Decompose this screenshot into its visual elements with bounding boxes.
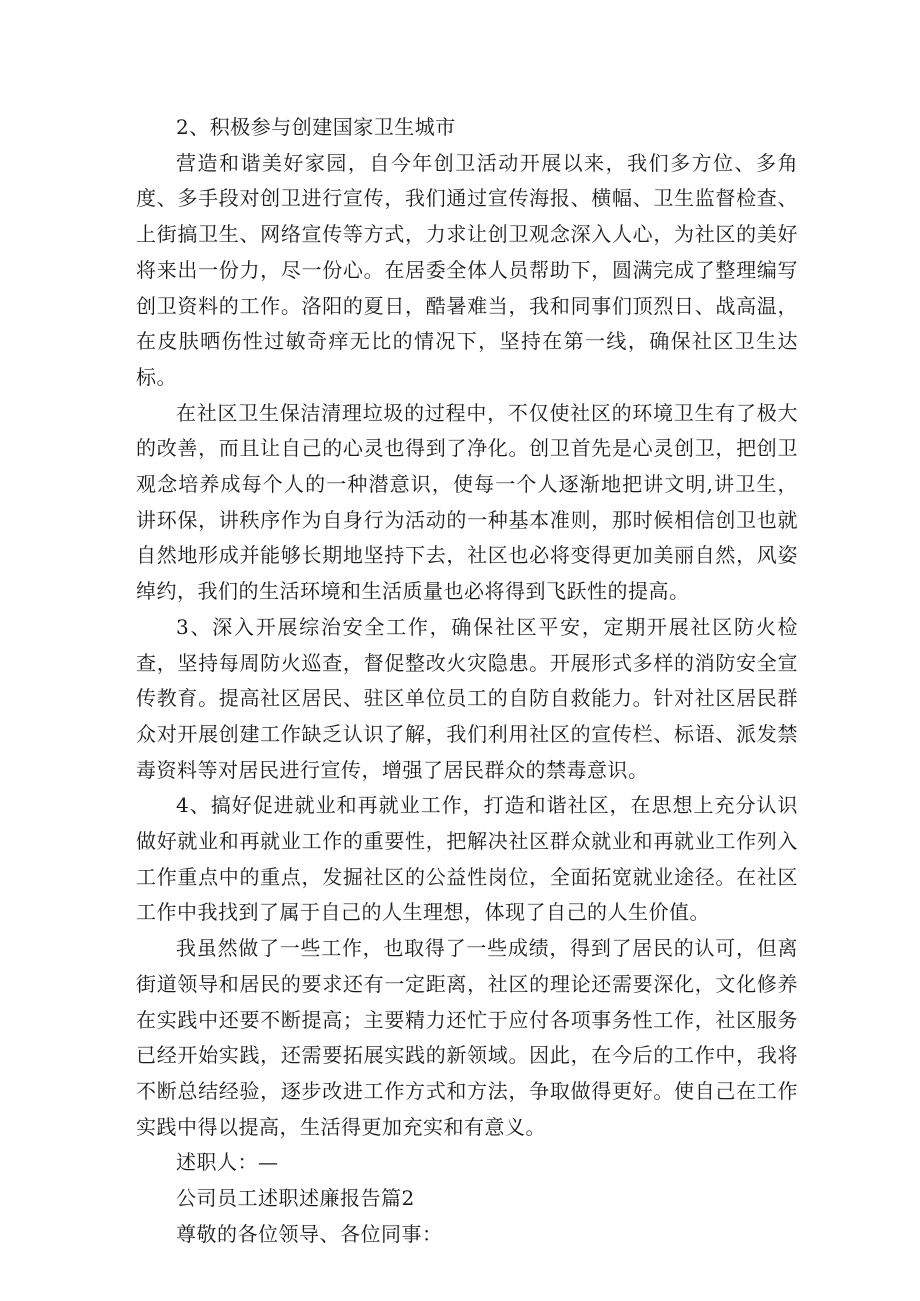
report-title-part-2: 公司员工述职述廉报告篇2 (176, 1186, 415, 1211)
document-body (136, 110, 798, 1253)
paragraph-sanitation-campaign: 营造和谐美好家园，自今年创卫活动开展以来，我们多方位、多角度、多手段对创卫进行宣传，我们通过宣传海报、横幅、卫生监督检查、上街搞卫生、网络宣传等方式，力求让创卫观念深入人心，为社区的美好将来出一份力，尽一份心。在居委全体人员帮助下，圆满完成了整理编写创卫资料的工作。洛阳的夏日，酷暑难当，我和同事们顶烈日、战高温，在皮肤晒伤性过敏奇痒无比的情况下，坚持在第一线，确保社区卫生达标。 (136, 150, 798, 389)
paragraph-employment-work: 4、搞好促进就业和再就业工作，打造和谐社区，在思想上充分认识做好就业和再就业工作的重要性，把解决社区群众就业和再就业工作列入工作重点中的重点，发掘社区的公益性岗位，全面拓宽就业途径。在社区工作中我找到了属于自己的人生理想，体现了自己的人生价值。 (136, 793, 798, 925)
section-heading-2: 2、积极参与创建国家卫生城市 (176, 115, 456, 139)
paragraph-summary: 我虽然做了一些工作，也取得了一些成绩，得到了居民的认可，但离街道领导和居民的要求还有一定距离，社区的理论还需要深化，文化修养在实践中还要不断提高；主要精力还忙于应付各项事务性工作，社区服务已经开始实践，还需要拓展实践的新领域。因此，在今后的工作中，我将不断总结经验，逐步改进工作方式和方法，争取做得更好。使自己在工作实践中得以提高，生活得更加充实和有意义。 (136, 936, 798, 1139)
reporter-signature-line: 述职人：— (176, 1150, 279, 1175)
paragraph-safety-work: 3、深入开展综治安全工作，确保社区平安，定期开展社区防火检查，坚持每周防火巡查，督促整改火灾隐患。开展形式多样的消防安全宣传教育。提高社区居民、驻区单位员工的自防自救能力。针对社区居民群众对开展创建工作缺乏认识了解，我们利用社区的宣传栏、标语、派发禁毒资料等对居民进行宣传，增强了居民群众的禁毒意识。 (136, 614, 798, 782)
paragraph-cleaning-reflection: 在社区卫生保洁清理垃圾的过程中，不仅使社区的环境卫生有了极大的改善，而且让自己的心灵也得到了净化。创卫首先是心灵创卫，把创卫观念培养成每个人的一种潜意识，使每一个人逐渐地把讲文明,讲卫生，讲环保，讲秩序作为自身行为活动的一种基本准则，那时候相信创卫也就自然地形成并能够长期地坚持下去，社区也必将变得更加美丽自然，风姿绰约，我们的生活环境和生活质量也必将得到飞跃性的提高。 (136, 400, 798, 604)
salutation: 尊敬的各位领导、各位同事： (176, 1221, 443, 1246)
